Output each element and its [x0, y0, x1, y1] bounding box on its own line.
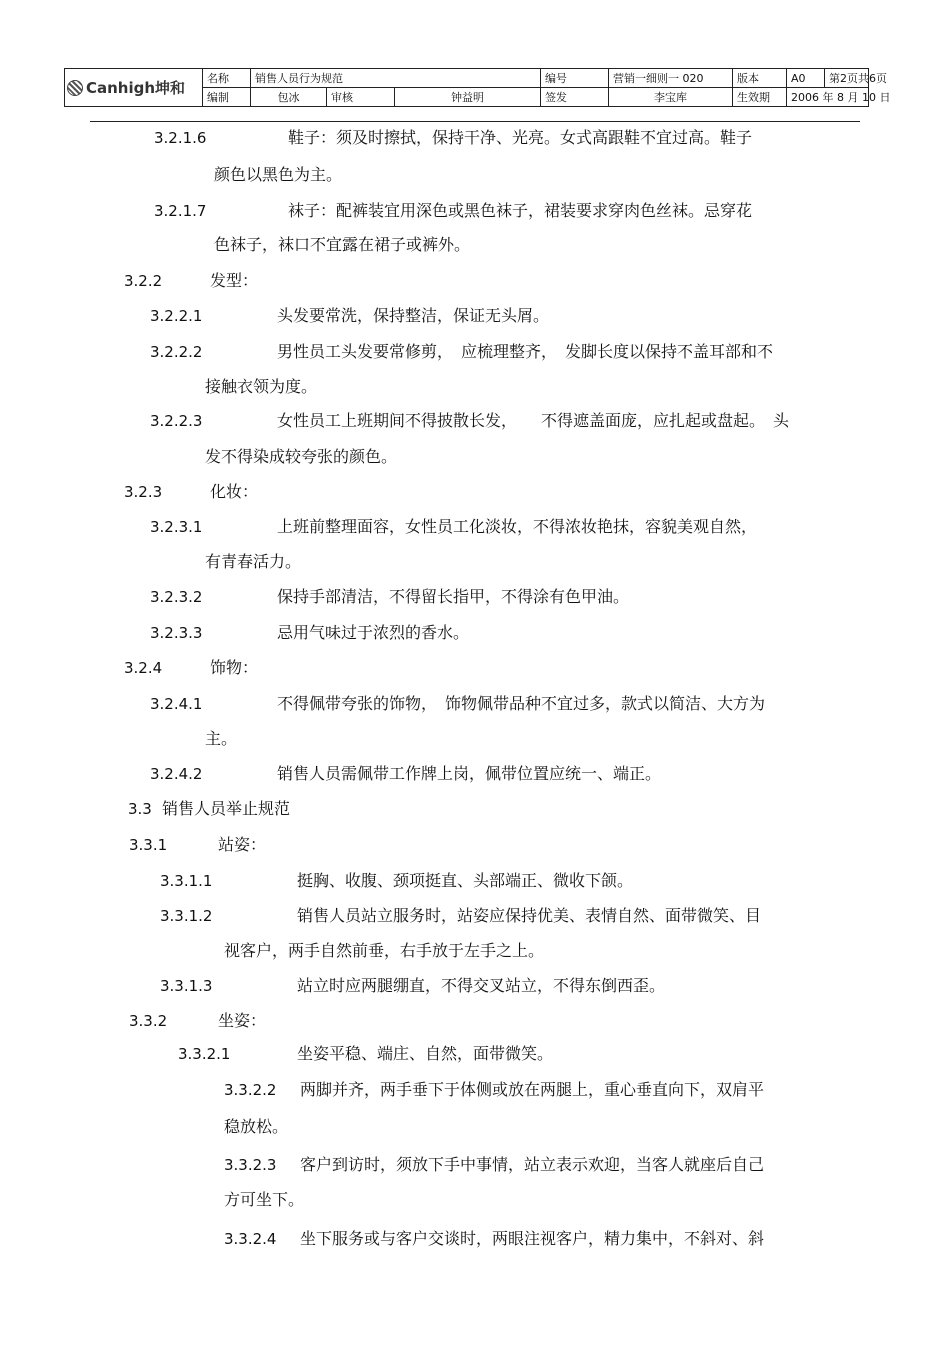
- clause-number: 3.3.1.3: [160, 977, 213, 995]
- clause-text: 挺胸、收腹、颈项挺直、头部端正、微收下颌。: [297, 871, 634, 890]
- section-title: 销售人员举止规范: [162, 799, 291, 818]
- clause-text: 销售人员站立服务时，站姿应保持优美、表情自然、面带微笑、目: [297, 906, 762, 925]
- clause-text: 坐姿平稳、端庄、自然，面带微笑。: [297, 1044, 554, 1063]
- clause-text: 色袜子，袜口不宜露在裙子或裤外。: [214, 235, 471, 254]
- reviewer-value: 钟益明: [395, 88, 541, 107]
- clause-number: 3.3.1.1: [160, 872, 213, 890]
- section-title: 化妆：: [210, 482, 259, 501]
- page-info: 第2页共6页: [825, 69, 869, 88]
- code-value: 营销一细则一 020: [609, 69, 733, 88]
- clause-text: 客户到访时，须放下手中事情，站立表示欢迎，当客人就座后自己: [300, 1155, 765, 1174]
- clause-text: 保持手部清洁，不得留长指甲，不得涂有色甲油。: [277, 587, 630, 606]
- company-logo: [67, 77, 200, 98]
- clause-text: 鞋子：须及时擦拭，保持干净、光亮。女式高跟鞋不宜过高。鞋子: [288, 128, 753, 147]
- logo-text: Canhigh坤和: [86, 79, 186, 97]
- clause-text: 忌用气味过于浓烈的香水。: [277, 623, 470, 642]
- code-label: 编号: [541, 69, 609, 88]
- clause-number: 3.2.4.2: [150, 765, 203, 783]
- effective-value: 2006 年 8 月 10 日: [787, 88, 869, 107]
- clause-text: 两脚并齐，两手垂下于体侧或放在两腿上，重心垂直向下，双肩平: [300, 1080, 765, 1099]
- clause-text: 女性员工上班期间不得披散长发， 不得遮盖面庞，应扎起或盘起。 头: [277, 411, 790, 430]
- section-number: 3.3.1: [129, 836, 168, 854]
- name-label: 名称: [203, 69, 251, 88]
- clause-text: 上班前整理面容，女性员工化淡妆，不得浓妆艳抹，容貌美观自然，: [277, 517, 758, 536]
- clause-text: 男性员工头发要常修剪， 应梳理整齐， 发脚长度以保持不盖耳部和不: [277, 342, 774, 361]
- clause-number: 3.2.3.2: [150, 588, 203, 606]
- clause-text: 视客户，两手自然前垂，右手放于左手之上。: [224, 941, 545, 960]
- clause-number: 3.3.2.2: [224, 1081, 277, 1099]
- section-number: 3.2.3: [124, 483, 163, 501]
- section-title: 坐姿：: [218, 1011, 267, 1030]
- clause-text: 发不得染成较夸张的颜色。: [205, 447, 398, 466]
- clause-number: 3.2.1.6: [154, 129, 207, 147]
- signer-label: 签发: [541, 88, 609, 107]
- clause-number: 3.2.3.1: [150, 518, 203, 536]
- clause-text: 袜子：配裤装宜用深色或黑色袜子，裙装要求穿肉色丝袜。忌穿花: [288, 201, 753, 220]
- section-number: 3.2.2: [124, 272, 163, 290]
- clause-text: 不得佩带夸张的饰物， 饰物佩带品种不宜过多，款式以简洁、大方为: [277, 694, 766, 713]
- logo-mark-icon: [67, 80, 83, 96]
- clause-text: 颜色以黑色为主。: [214, 165, 343, 184]
- name-value: 销售人员行为规范: [251, 69, 541, 88]
- version-value: A0: [787, 69, 825, 88]
- clause-number: 3.2.2.1: [150, 307, 203, 325]
- clause-number: 3.3.2.1: [178, 1045, 231, 1063]
- clause-number: 3.3.2.3: [224, 1156, 277, 1174]
- document-header-table: [64, 68, 891, 107]
- clause-number: 3.2.1.7: [154, 202, 207, 220]
- section-number: 3.2.4: [124, 659, 163, 677]
- clause-number: 3.3.2.4: [224, 1230, 277, 1248]
- clause-number: 3.3.1.2: [160, 907, 213, 925]
- logo-cell: [65, 69, 203, 107]
- clause-number: 3.2.3.3: [150, 624, 203, 642]
- reviewer-label: 审核: [327, 88, 395, 107]
- clause-text: 头发要常洗，保持整洁，保证无头屑。: [277, 306, 550, 325]
- section-title: 站姿：: [218, 835, 267, 854]
- clause-text: 销售人员需佩带工作牌上岗，佩带位置应统一、端正。: [277, 764, 662, 783]
- header-divider: [90, 121, 860, 122]
- effective-label: 生效期: [733, 88, 787, 107]
- section-number: 3.3: [128, 800, 152, 818]
- section-number: 3.3.2: [129, 1012, 168, 1030]
- clause-text: 站立时应两腿绷直，不得交叉站立，不得东倒西歪。: [297, 976, 666, 995]
- section-title: 发型：: [210, 271, 259, 290]
- clause-text: 方可坐下。: [224, 1190, 305, 1209]
- signer-value: 李宝库: [609, 88, 733, 107]
- clause-text: 接触衣领为度。: [205, 377, 318, 396]
- clause-text: 主。: [205, 729, 238, 748]
- clause-number: 3.2.2.2: [150, 343, 203, 361]
- clause-text: 有青春活力。: [205, 552, 302, 571]
- section-title: 饰物：: [210, 658, 259, 677]
- clause-text: 坐下服务或与客户交谈时，两眼注视客户，精力集中，不斜对、斜: [300, 1229, 765, 1248]
- version-label: 版本: [733, 69, 787, 88]
- clause-text: 稳放松。: [224, 1117, 289, 1136]
- editor-label: 编制: [203, 88, 251, 107]
- clause-number: 3.2.4.1: [150, 695, 203, 713]
- editor-value: 包冰: [251, 88, 327, 107]
- clause-number: 3.2.2.3: [150, 412, 203, 430]
